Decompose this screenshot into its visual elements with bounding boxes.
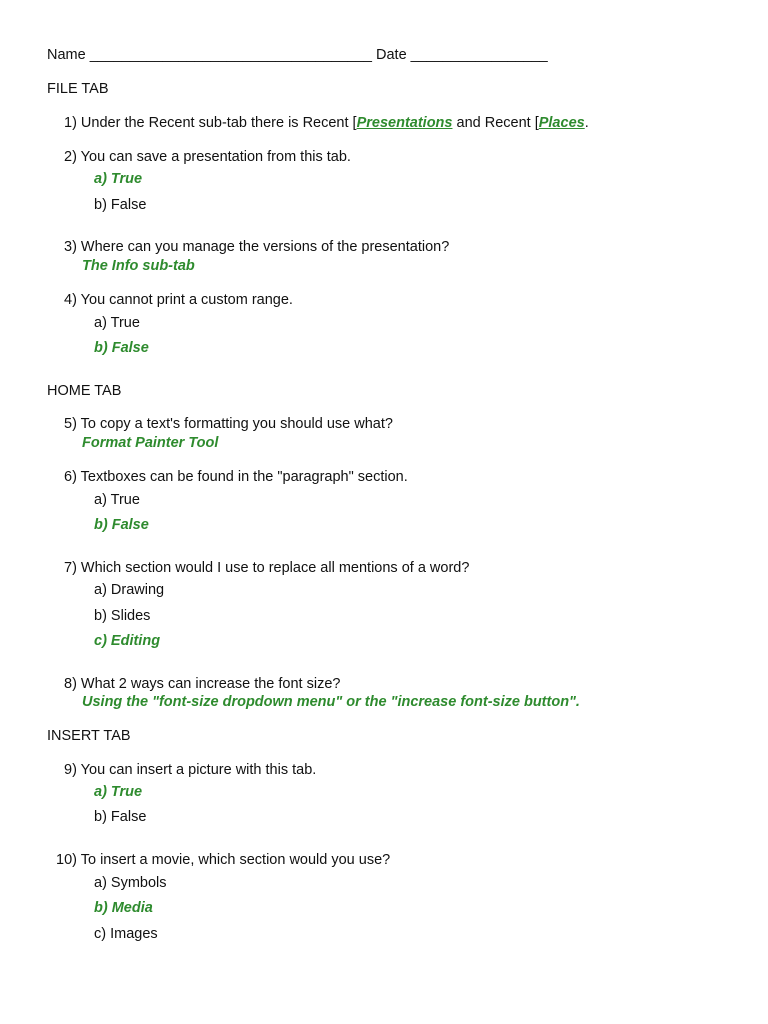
question-6-option-a: a) True [94, 492, 140, 508]
question-8-answer: Using the "font-size dropdown menu" or the "increase font-size button". [82, 694, 580, 710]
question-5: 5) To copy a text's formatting you should use what? [64, 416, 393, 432]
section-heading-home: HOME TAB [47, 383, 122, 399]
question-1-text-a: 1) Under the Recent sub-tab there is Recent [ [64, 115, 357, 131]
question-1-text-c: . [584, 115, 589, 131]
question-8: 8) What 2 ways can increase the font size? [64, 676, 341, 692]
question-10: 10) To insert a movie, which section would you use? [56, 852, 391, 868]
name-line [47, 46, 548, 64]
question-6-option-b: b) False [94, 517, 149, 533]
question-4: 4) You cannot print a custom range. [64, 292, 293, 308]
question-3-answer: The Info sub-tab [82, 258, 195, 274]
question-9: 9) You can insert a picture with this tab. [64, 762, 317, 778]
question-1-answer-a: Presentations [356, 115, 453, 131]
question-1 [64, 114, 589, 132]
question-7-option-c: c) Editing [94, 633, 161, 649]
question-7-option-b: b) Slides [94, 608, 151, 624]
question-6: 6) Textboxes can be found in the "paragraph" section. [64, 469, 408, 485]
question-10-option-c: c) Images [94, 926, 158, 942]
name-label: Name ___________________________________ [47, 47, 372, 63]
section-heading-file: FILE TAB [47, 81, 109, 97]
question-1-text-b: and Recent [ [452, 115, 539, 131]
question-10-option-b: b) Media [94, 900, 153, 916]
question-2: 2) You can save a presentation from this tab. [64, 149, 351, 165]
question-3: 3) Where can you manage the versions of the presentation? [64, 239, 450, 255]
question-5-answer: Format Painter Tool [82, 435, 219, 451]
question-7-option-a: a) Drawing [94, 582, 165, 598]
question-2-option-b: b) False [94, 197, 147, 213]
question-10-option-a: a) Symbols [94, 875, 167, 891]
section-heading-insert: INSERT TAB [47, 728, 131, 744]
question-7: 7) Which section would I use to replace all mentions of a word? [64, 560, 470, 576]
question-1-answer-b: Places [538, 115, 585, 131]
question-9-option-b: b) False [94, 809, 147, 825]
question-9-option-a: a) True [94, 784, 143, 800]
question-4-option-a: a) True [94, 315, 140, 331]
question-4-option-b: b) False [94, 340, 149, 356]
question-2-option-a: a) True [94, 171, 143, 187]
date-label: Date _________________ [376, 47, 548, 63]
